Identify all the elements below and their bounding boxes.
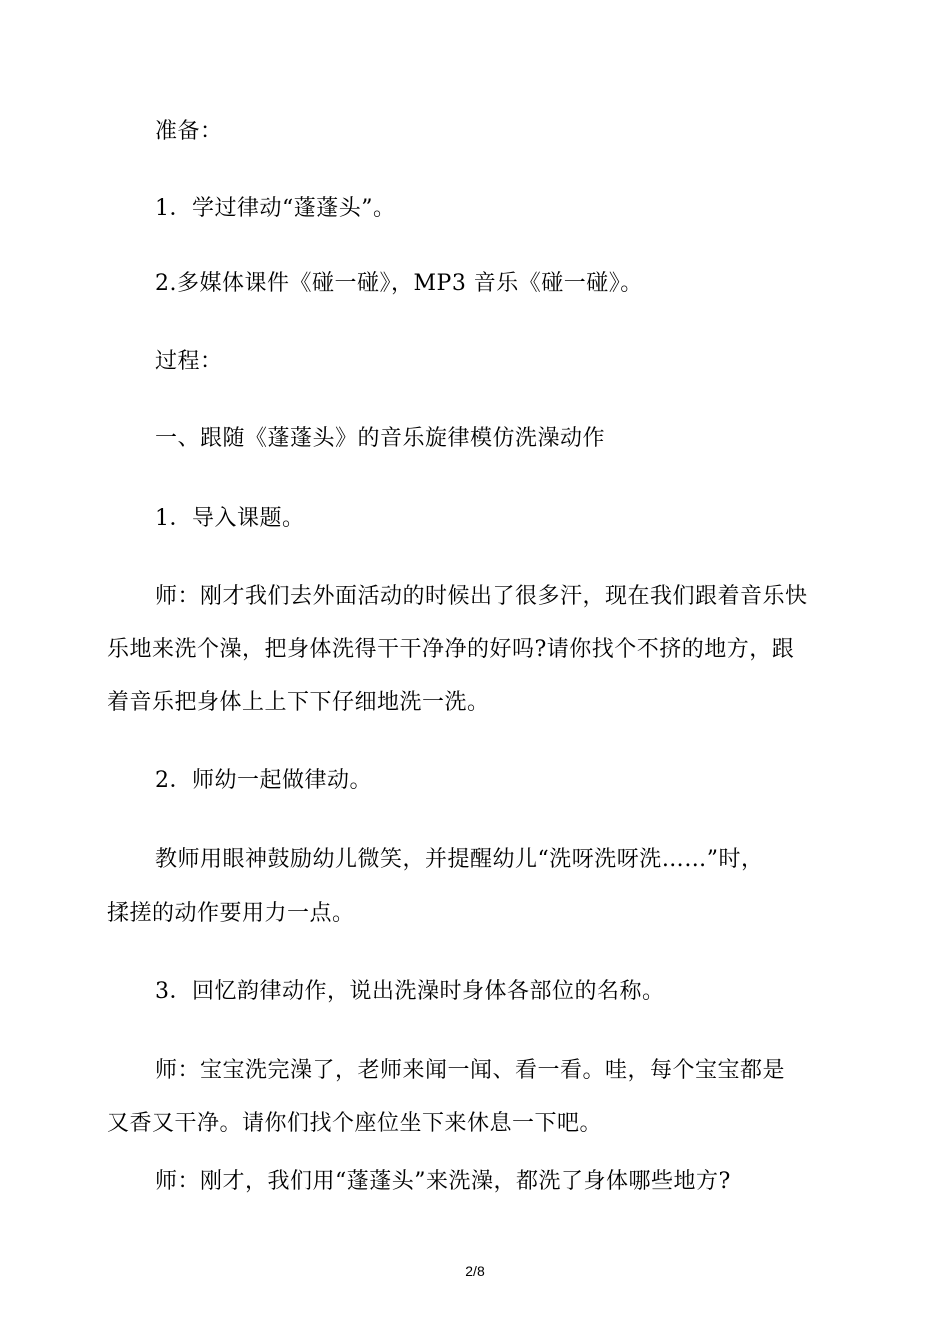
section-heading-preparation: 准备： xyxy=(155,119,223,144)
paragraph: 1．导入课题。 xyxy=(155,506,305,531)
paragraph: 教师用眼神鼓励幼儿微笑，并提醒幼儿“洗呀洗呀洗……”时， xyxy=(155,847,764,872)
paragraph: 师：刚才，我们用“蓬蓬头”来洗澡，都洗了身体哪些地方? xyxy=(155,1169,731,1194)
section-heading-part-one: 一、跟随《蓬蓬头》的音乐旋律模仿洗澡动作 xyxy=(155,426,606,451)
paragraph: 3．回忆韵律动作，说出洗澡时身体各部位的名称。 xyxy=(155,979,665,1004)
paragraph: 1．学过律动“蓬蓬头”。 xyxy=(155,196,396,221)
paragraph: 2.多媒体课件《碰一碰》，MP3 音乐《碰一碰》。 xyxy=(155,271,643,296)
paragraph: 师：宝宝洗完澡了，老师来闻一闻、看一看。哇，每个宝宝都是 xyxy=(155,1058,786,1083)
paragraph: 2．师幼一起做律动。 xyxy=(155,768,372,793)
paragraph-continuation: 揉搓的动作要用力一点。 xyxy=(107,901,355,926)
paragraph: 师：刚才我们去外面活动的时候出了很多汗，现在我们跟着音乐快 xyxy=(155,584,808,609)
page-number: 2/8 xyxy=(465,1263,485,1279)
paragraph-continuation: 又香又干净。请你们找个座位坐下来休息一下吧。 xyxy=(107,1111,603,1136)
paragraph-continuation: 乐地来洗个澡，把身体洗得干干净净的好吗?请你找个不挤的地方，跟 xyxy=(107,637,795,662)
section-heading-process: 过程： xyxy=(155,349,223,374)
paragraph-continuation: 着音乐把身体上上下下仔细地洗一洗。 xyxy=(107,690,490,715)
